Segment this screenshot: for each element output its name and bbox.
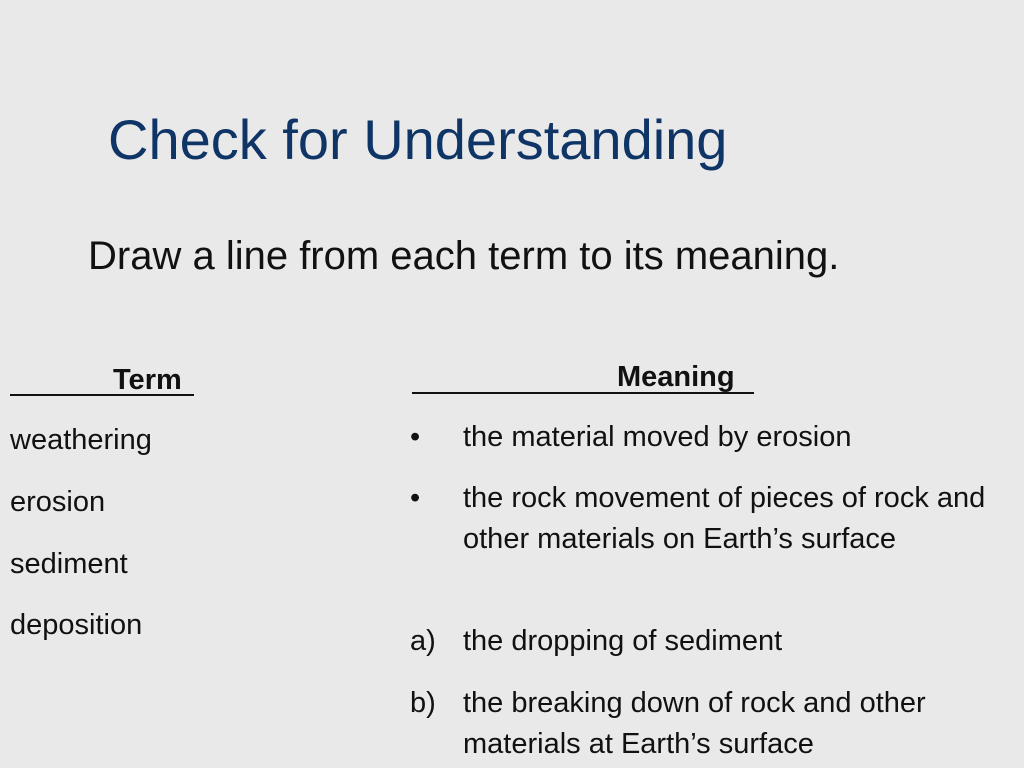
list-marker: b) [410,687,436,719]
term-item: weathering [10,424,152,456]
term-item: deposition [10,609,143,641]
instruction-text: Draw a line from each term to its meaning. [88,234,840,278]
bullet-marker: • [410,421,421,453]
meaning-text: the dropping of sediment [463,625,783,657]
meaning-column-header: Meaning [617,361,735,393]
meaning-text: the breaking down of rock and other materials at Earth’s surface [463,687,926,760]
term-item: erosion [10,486,106,518]
meaning-text: the rock movement of pieces of rock and other materials on Earth’s surface [463,482,986,555]
list-marker: a) [410,625,436,657]
term-column-header: Term [113,364,182,396]
term-item: sediment [10,548,128,580]
bullet-marker: • [410,482,421,514]
meaning-text: the material moved by erosion [463,421,852,453]
slide-title: Check for Understanding [108,108,728,171]
